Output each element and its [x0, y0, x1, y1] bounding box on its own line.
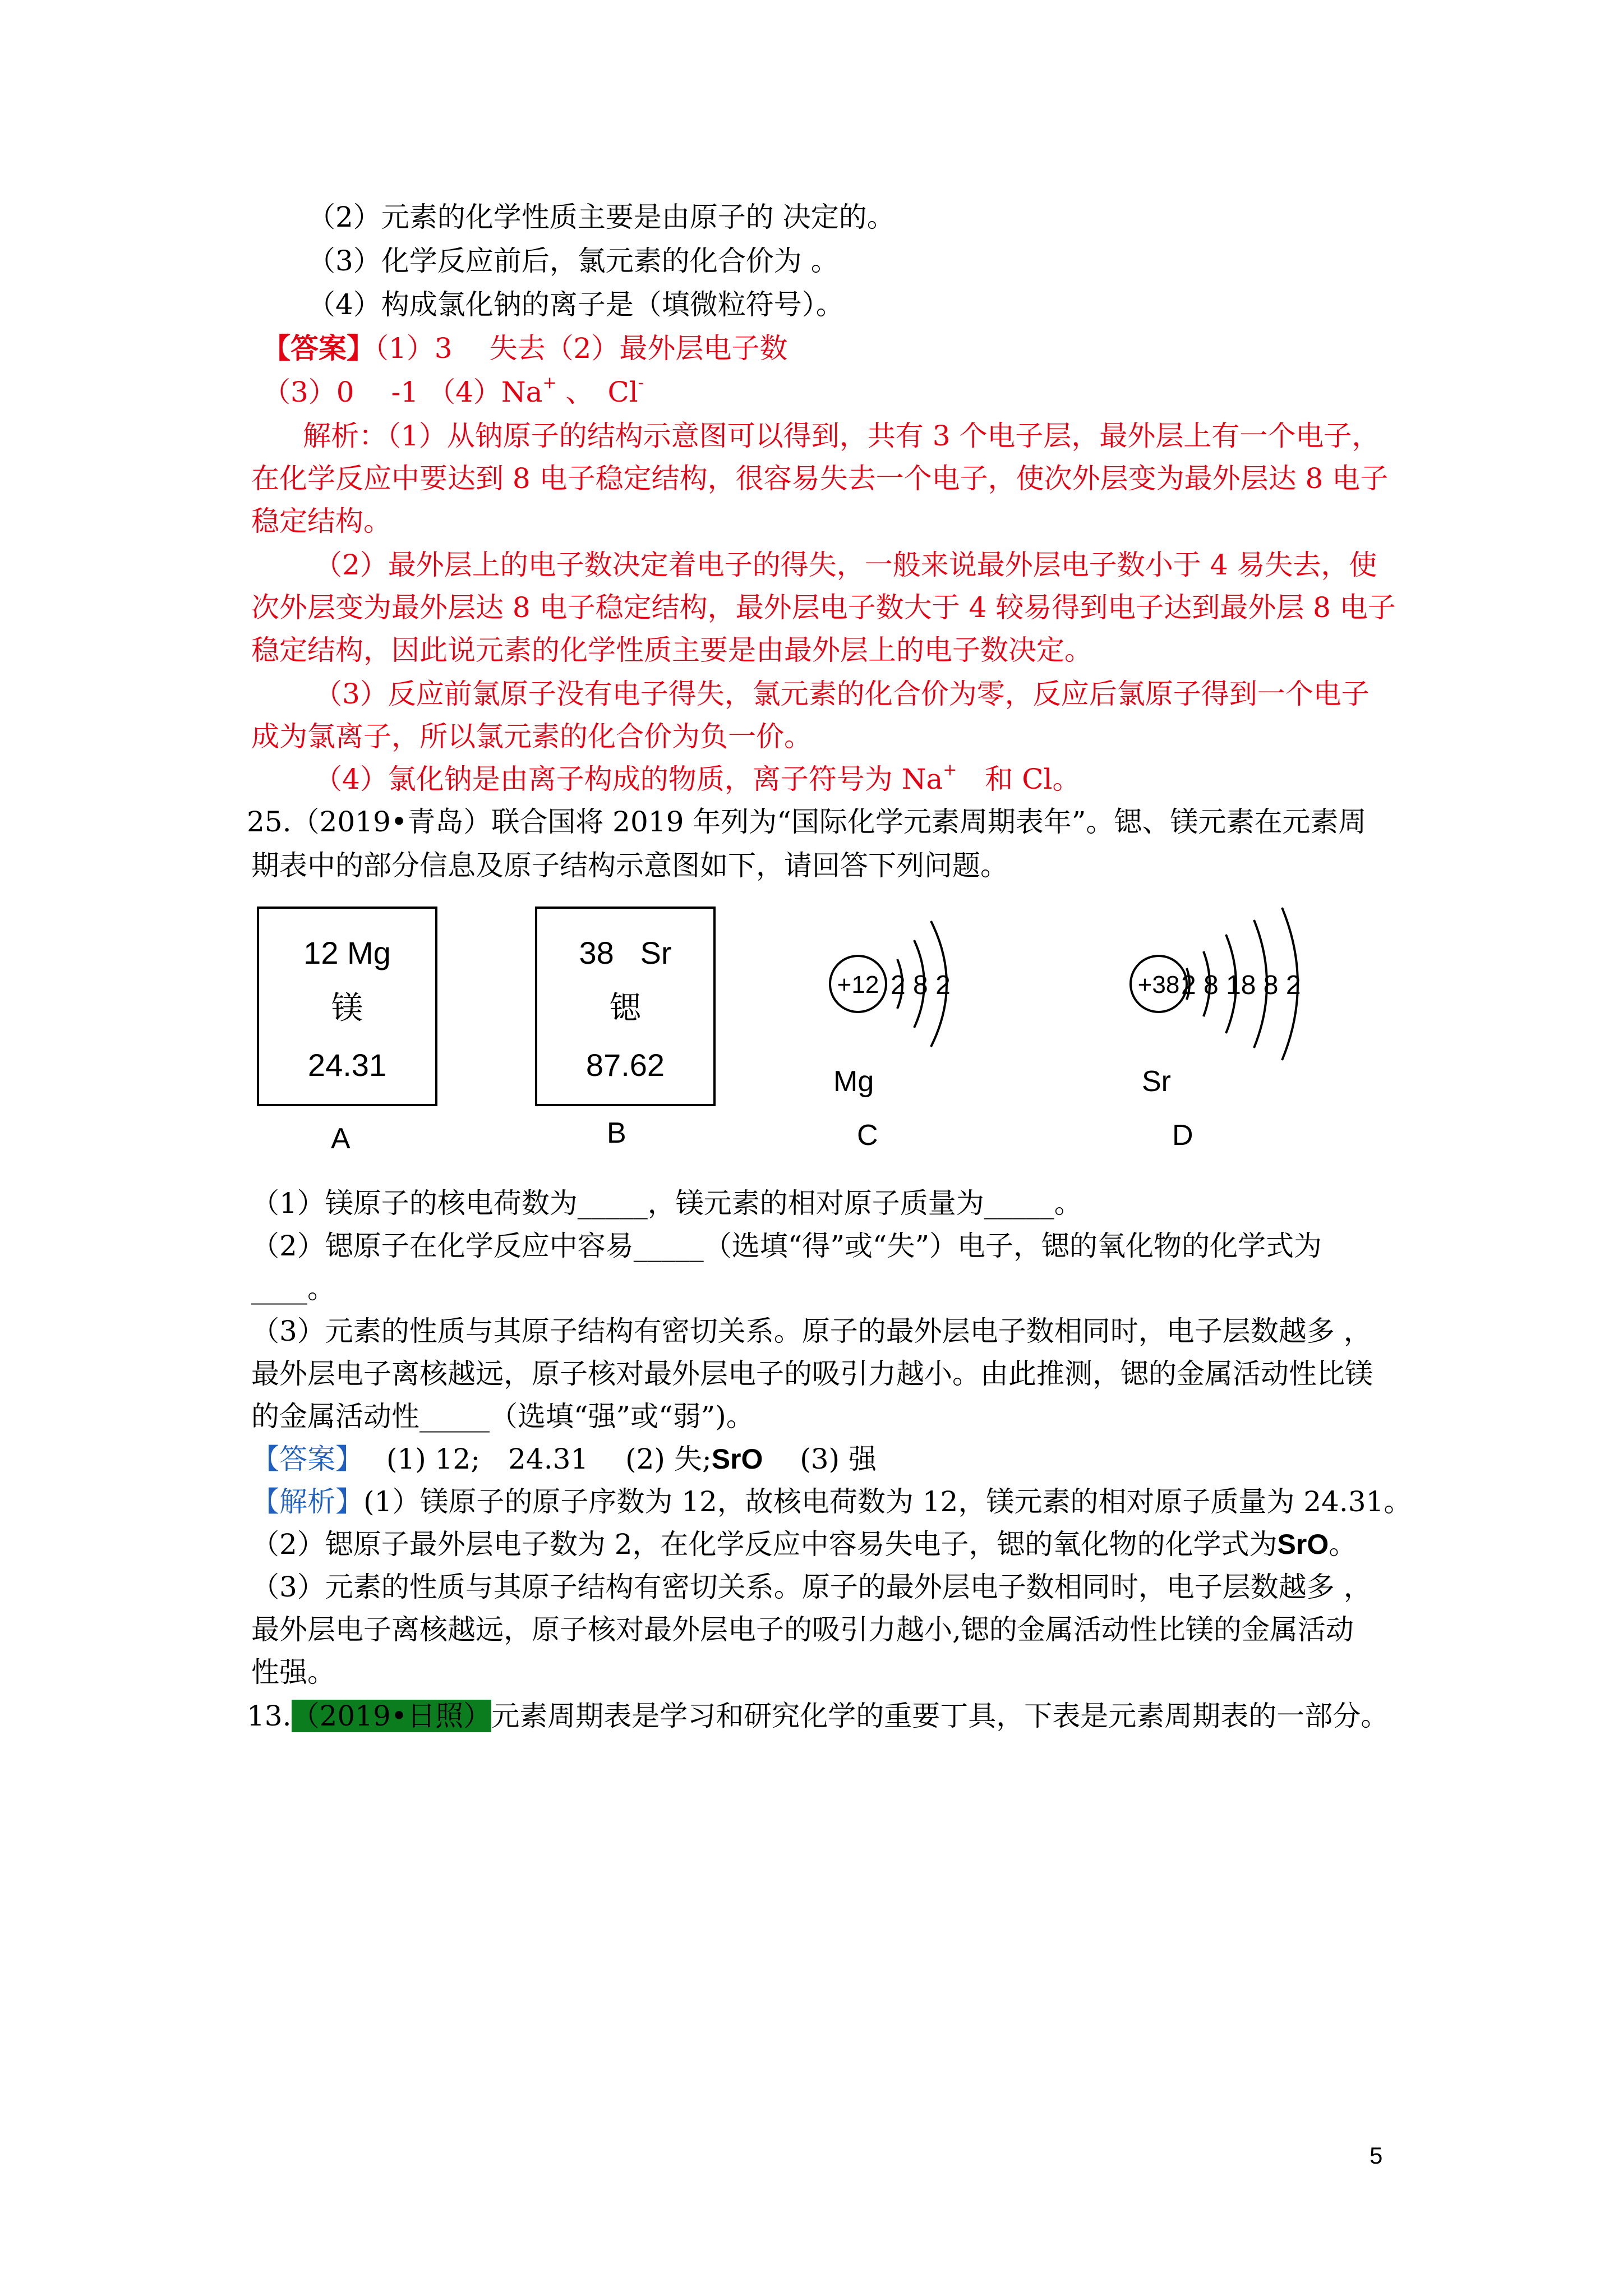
q25-line-1: 25.（2019•青岛）联合国将 2019 年列为“国际化学元素周期表年”。锶、镁元素在元素周 — [247, 806, 1367, 838]
q25-exp-text-2: （2）锶原子最外层电子数为 2，在化学反应中容易失电子，锶的氧化物的化学式为 — [251, 1528, 1278, 1561]
q25-s3c: 的金属活动性_____（选填“强”或“弱”)。 — [251, 1400, 754, 1433]
mg-electron-counts: 2 8 2 — [891, 970, 951, 1000]
sup-plus: + — [542, 373, 557, 393]
q25-exp-1 — [251, 1484, 1412, 1519]
exp-line-6: 稳定结构，因此说元素的化学性质主要是由最外层上的电子数决定。 — [251, 634, 1092, 666]
answer2-b: 、 Cl — [556, 376, 638, 408]
q25-exp-sro: SrO — [1277, 1529, 1329, 1560]
q25-answer-part1: (1) 12; 24.31 (2) 失; — [349, 1443, 712, 1475]
element-card-sr — [535, 907, 716, 1106]
exp-line-1: 解析：（1）从钠原子的结构示意图可以得到，共有 3 个电子层，最外层上有一个电子， — [303, 420, 1380, 452]
answer2-a: （3）0 -1 （4）Na — [262, 376, 543, 408]
mg-atom-diagram — [819, 903, 1004, 1083]
q25-exp-tag: 【解析】 — [251, 1485, 363, 1518]
mg-name: 镁 — [331, 990, 363, 1025]
exp-line-4: （2）最外层上的电子数决定着电子的得失，一般来说最外层电子数小于 4 易失去，使 — [314, 549, 1377, 581]
prev-q2: （2）元素的化学性质主要是由原子的 决定的。 — [307, 201, 895, 233]
mg-label: Mg — [833, 1065, 874, 1098]
exp9-a: （4）氯化钠是由离子构成的物质，离子符号为 Na — [314, 763, 943, 795]
sr-label: Sr — [1142, 1065, 1171, 1098]
mg-mass: 24.31 — [307, 1047, 387, 1083]
caption-d: D — [1172, 1119, 1193, 1152]
exp9-b: 和 Cl。 — [957, 763, 1081, 795]
q25-exp-2 — [251, 1527, 1357, 1562]
q25-answer-tag: 【答案】 — [251, 1443, 349, 1475]
mg-nucleus-charge: +12 — [837, 971, 879, 999]
q13-text: 元素周期表是学习和研究化学的重要丁具，下表是元素周期表的一部分。 — [491, 1700, 1389, 1732]
caption-a: A — [331, 1122, 351, 1155]
answer-tag: 【答案】 — [262, 332, 375, 365]
prev-answer-2 — [262, 375, 644, 409]
caption-c: C — [857, 1119, 878, 1152]
exp9-sup: + — [943, 760, 957, 780]
q25-line-2: 期表中的部分信息及原子结构示意图如下，请回答下列问题。 — [251, 849, 1008, 882]
prev-q3: （3）化学反应前后，氯元素的化合价为 。 — [307, 245, 839, 277]
q25-answer-part3: (3) 强 — [763, 1443, 877, 1475]
q13-line — [247, 1699, 1389, 1733]
q25-answer — [251, 1442, 877, 1476]
caption-b: B — [607, 1117, 626, 1149]
prev-answer — [262, 331, 787, 366]
exp-line-3: 稳定结构。 — [251, 505, 391, 537]
q25-s2a: （2）锶原子在化学反应中容易_____（选填“得”或“失”）电子，锶的氧化物的化学式为 — [251, 1230, 1322, 1262]
page-number: 5 — [1370, 2142, 1383, 2169]
sr-number-symbol: 38 Sr — [579, 935, 672, 970]
sr-electron-counts: 2 8 18 8 2 — [1181, 970, 1301, 1000]
q25-s3a: （3）元素的性质与其原子结构有密切关系。原子的最外层电子数相同时，电子层数越多 ， — [251, 1315, 1372, 1347]
sup-minus: - — [638, 373, 644, 393]
q25-s3b: 最外层电子离核越远，原子核对最外层电子的吸引力越小。由此推测，锶的金属活动性比镁 — [251, 1358, 1373, 1390]
exp-line-7: （3）反应前氯原子没有电子得失，氯元素的化合价为零，反应后氯原子得到一个电子 — [314, 678, 1370, 710]
sr-atom-diagram — [1119, 898, 1355, 1077]
q25-exp-3c: 性强。 — [251, 1656, 335, 1688]
exp-line-5: 次外层变为最外层达 8 电子稳定结构，最外层电子数大于 4 较易得到电子达到最外层 8 电子 — [251, 591, 1396, 624]
q25-answer-sro: SrO — [711, 1443, 763, 1475]
exp-line-2: 在化学反应中要达到 8 电子稳定结构，很容易失去一个电子，使次外层变为最外层达 8 电子 — [251, 462, 1389, 495]
mg-number-symbol: 12 Mg — [303, 935, 391, 970]
q25-exp-3b: 最外层电子离核越远，原子核对最外层电子的吸引力越小,锶的金属活动性比镁的金属活动 — [251, 1613, 1354, 1646]
q25-exp-3a: （3）元素的性质与其原子结构有密切关系。原子的最外层电子数相同时，电子层数越多 ， — [251, 1571, 1372, 1603]
q25-s2b: ____。 — [251, 1272, 335, 1305]
q25-s1: （1）镁原子的核电荷数为_____，镁元素的相对原子质量为_____。 — [251, 1187, 1082, 1220]
q13-number: 13. — [247, 1700, 292, 1732]
q25-exp-end: 。 — [1329, 1528, 1357, 1561]
exp-line-8: 成为氯离子，所以氯元素的化合价为负一价。 — [251, 720, 812, 753]
sr-nucleus-charge: +38 — [1137, 971, 1180, 999]
answer-text: （1）3 失去（2）最外层电子数 — [375, 332, 788, 365]
element-card-mg — [257, 907, 437, 1106]
sr-name: 锶 — [610, 990, 641, 1025]
exp-line-9 — [314, 762, 1081, 797]
q25-exp-text-1: (1）镁原子的原子序数为 12，故核电荷数为 12，镁元素的相对原子质量为 24.31。 — [363, 1485, 1412, 1518]
sr-mass: 87.62 — [585, 1047, 665, 1083]
q13-source-tag: （2019•日照） — [291, 1700, 492, 1732]
prev-q4: （4）构成氯化钠的离子是（填微粒符号）。 — [307, 288, 844, 321]
